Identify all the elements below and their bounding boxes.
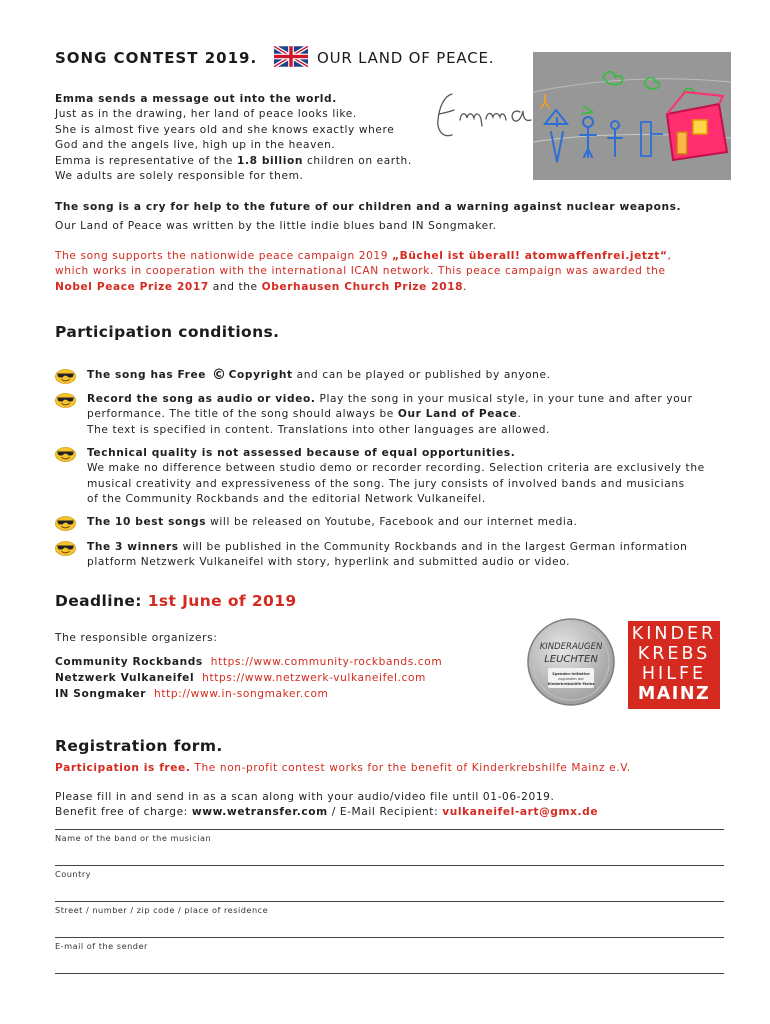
intro-line: Emma is representative of the 1.8 billion children on earth. [55, 154, 412, 167]
svg-text:zugunsten der: zugunsten der [558, 677, 584, 681]
emma-signature [430, 86, 535, 146]
form-field-line [55, 829, 724, 830]
registration-heading: Registration form. [55, 737, 223, 755]
registration-free-note: Participation is free. The non-profit contest works for the benefit of Kinderkrebshilfe Mainz e.V. [55, 762, 631, 774]
organizer-item: Netzwerk Vulkaneifel https://www.netzwerk-vulkaneifel.com [55, 672, 426, 684]
svg-text:Kinderkrebshilfe Mainz: Kinderkrebshilfe Mainz [547, 682, 595, 686]
band-name-field[interactable] [55, 865, 724, 866]
registration-instructions: Please fill in and send in as a scan along with your audio/video file until 01-06-2019. Benefit free of charge: www.wetransfer.com / E-Mail Recipient: vulkaneifel-art@gmx.de [55, 791, 599, 818]
field-label-address: Street / number / zip code / place of residence [55, 905, 269, 915]
field-label-country: Country [55, 869, 92, 879]
field-label-band-name: Name of the band or the musician [55, 833, 212, 843]
uk-flag-icon [274, 46, 308, 67]
organizer-link[interactable]: https://www.netzwerk-vulkaneifel.com [202, 672, 426, 684]
field-label-email: E-mail of the sender [55, 941, 148, 951]
nobel-prize: Nobel Peace Prize 2017 [55, 280, 209, 293]
intro-line: She is almost five years old and she knows exactly where [55, 123, 395, 136]
conditions-heading: Participation conditions. [55, 323, 280, 341]
intro-line: Just as in the drawing, her land of peace looks like. [55, 108, 357, 121]
wetransfer-link[interactable]: www.wetransfer.com [191, 806, 328, 818]
condition-item-quality: Technical quality is not assessed because of equal opportunities. We make no difference between studio demo or recorder recording. Selection criteria are exclusively the musical creativity and expressiveness of the song. The jury consists of involved bands and musicians of the Community Rockbands and the editorial Network Vulkaneifel. [55, 446, 745, 510]
sunglasses-emoji-icon [55, 541, 76, 556]
kinderaugen-leuchten-logo [526, 617, 616, 707]
child-drawing-image [533, 52, 731, 180]
sunglasses-emoji-icon [55, 369, 76, 384]
organizer-item: Community Rockbands https://www.community-rockbands.com [55, 656, 443, 668]
cry-statement: The song is a cry for help to the future of our children and a warning against nuclear weapons. [55, 201, 682, 213]
organizer-link[interactable]: https://www.community-rockbands.com [210, 656, 443, 668]
campaign-name: „Büchel ist überall! atomwaffenfrei.jetzt“ [392, 250, 668, 262]
church-prize: Oberhausen Church Prize 2018 [261, 280, 464, 293]
written-by: Our Land of Peace was written by the little indie blues band IN Songmaker. [55, 220, 497, 232]
deadline-date: 1st June of 2019 [147, 592, 297, 610]
svg-text:KINDERAUGEN: KINDERAUGEN [539, 642, 603, 652]
page-subtitle: OUR LAND OF PEACE. [317, 49, 495, 67]
condition-item-winners: The 3 winners will be published in the Community Rockbands and in the largest German information platform Netzwerk Vulkaneifel with story, hyperlink and submitted audio or video. [55, 540, 745, 572]
condition-item-record: Record the song as audio or video. Play the song in your musical style, in your tune and after your performance. The title of the song should always be Our Land of Peace. The text is specified in content. Translations into other languages are allowed. [55, 392, 745, 440]
address-field[interactable] [55, 937, 724, 938]
organizer-item: IN Songmaker http://www.in-songmaker.com [55, 688, 329, 700]
svg-text:LEUCHTEN: LEUCHTEN [544, 654, 598, 665]
email-recipient-link[interactable]: vulkaneifel-art@gmx.de [442, 806, 599, 818]
organizers-list [55, 654, 442, 702]
country-field[interactable] [55, 901, 724, 902]
organizers-heading: The responsible organizers: [55, 632, 218, 644]
kinderkrebshilfe-mainz-logo: KINDER KREBS HILFE MAINZ [628, 621, 720, 709]
intro-line: God and the angels live, high up in the heaven. [55, 139, 336, 152]
sunglasses-emoji-icon [55, 447, 76, 462]
deadline-heading: Deadline: 1st June of 2019 [55, 592, 297, 610]
sunglasses-emoji-icon [55, 393, 76, 408]
copyright-icon: © [212, 367, 227, 383]
intro-line: We adults are solely responsible for them. [55, 170, 304, 183]
sender-email-field[interactable] [55, 973, 724, 974]
page-title: SONG CONTEST 2019. [55, 49, 258, 67]
intro-lead: Emma sends a message out into the world. [55, 93, 337, 105]
svg-text:Spenden-Initiative: Spenden-Initiative [552, 672, 590, 676]
intro-text [55, 92, 412, 184]
campaign-text: The song supports the nationwide peace campaign 2019 „Büchel ist überall! atomwaffenfrei.jetzt“, which works in cooperation with the international ICAN network. This peace campaign was awarded the Nobel Peace Prize 2017 and the Oberhausen Church Prize 2018. [55, 250, 672, 293]
sunglasses-emoji-icon [55, 516, 76, 531]
organizer-link[interactable]: http://www.in-songmaker.com [154, 688, 329, 700]
song-title: Our Land of Peace [397, 408, 518, 421]
